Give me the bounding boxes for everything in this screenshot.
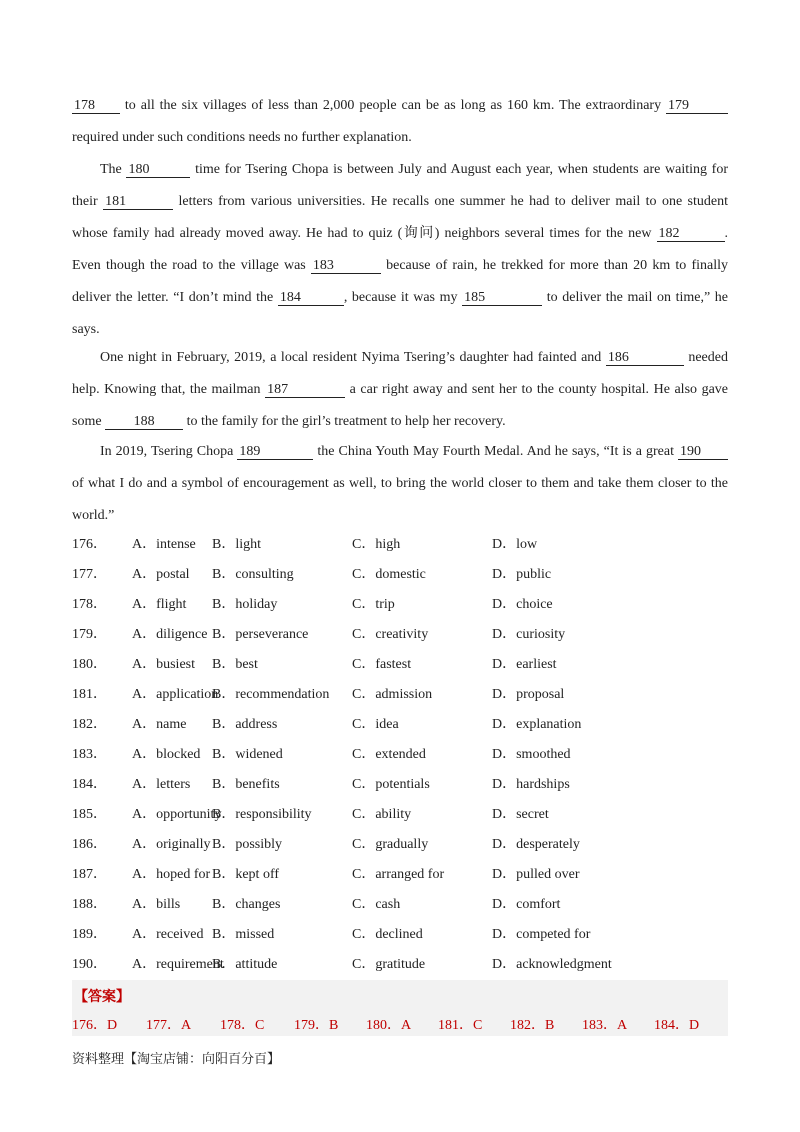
answer-item: 179．B (294, 1018, 339, 1033)
option-c: C．cash (352, 897, 401, 912)
option-c: C．trip (352, 597, 395, 612)
option-d: D．curiosity (492, 627, 566, 642)
footer-credit: 资料整理【淘宝店铺：向阳百分百】 (72, 1052, 281, 1067)
option-d: D．choice (492, 597, 553, 612)
option-a: A．application (132, 687, 219, 702)
passage-line: The 180 time for Tsering Chopa is between July and August each year, when students are waiting for (100, 162, 729, 177)
option-a: A．originally (132, 837, 211, 852)
option-c: C．gradually (352, 837, 429, 852)
passage-line: help. Knowing that, the mailman 187 a car right away and sent her to the county hospital. He also gave (72, 382, 729, 397)
blank-180: 180 (126, 162, 190, 178)
option-d: D．explanation (492, 717, 582, 732)
option-a: A．name (132, 717, 187, 732)
question-number: 184． (72, 777, 107, 792)
option-a: A．postal (132, 567, 190, 582)
answer-item: 180．A (366, 1018, 412, 1033)
passage-line: says. (72, 322, 100, 337)
question-row (72, 890, 732, 920)
passage-paragraph-3 (72, 342, 728, 438)
passage-line: world.” (72, 508, 115, 523)
question-number: 185． (72, 807, 107, 822)
option-b: B．best (212, 657, 258, 672)
question-row (72, 560, 732, 590)
question-row (72, 530, 732, 560)
option-c: C．arranged for (352, 867, 445, 882)
question-number: 186． (72, 837, 107, 852)
answer-row (72, 1014, 728, 1034)
question-row (72, 710, 732, 740)
passage-line: One night in February, 2019, a local resident Nyima Tsering’s daughter had fainted and 186 needed (100, 350, 728, 365)
option-b: B．benefits (212, 777, 280, 792)
answer-item: 177．A (146, 1018, 192, 1033)
option-b: B．consulting (212, 567, 294, 582)
option-a: A．letters (132, 777, 191, 792)
option-c: C．potentials (352, 777, 430, 792)
blank-189: 189 (237, 444, 313, 460)
passage-line: deliver the letter. “I don’t mind the 184 , because it was my 185 to deliver the mail on time,” he (72, 290, 728, 305)
blank-183: 183 (311, 258, 381, 274)
blank-179: 179 (666, 98, 728, 114)
option-d: D．low (492, 537, 538, 552)
option-c: C．high (352, 537, 401, 552)
option-c: C．gratitude (352, 957, 426, 972)
question-row (72, 680, 732, 710)
option-d: D．comfort (492, 897, 561, 912)
passage-line: whose family had already moved away. He had to quiz (询问) neighbors several times for the new 182 . (72, 226, 728, 241)
question-number: 187． (72, 867, 107, 882)
question-row (72, 950, 732, 980)
passage-paragraph-2 (72, 154, 728, 346)
question-row (72, 860, 732, 890)
option-c: C．ability (352, 807, 412, 822)
option-c: C．extended (352, 747, 426, 762)
answer-title: 【答案】 (74, 989, 130, 1005)
blank-188: 188 (105, 414, 183, 430)
question-row (72, 740, 732, 770)
option-a: A．requirement (132, 957, 224, 972)
answer-item: 181．C (438, 1018, 483, 1033)
option-b: B．possibly (212, 837, 283, 852)
option-d: D．proposal (492, 687, 565, 702)
option-c: C．domestic (352, 567, 426, 582)
option-c: C．creativity (352, 627, 429, 642)
answer-item: 182．B (510, 1018, 555, 1033)
option-d: D．pulled over (492, 867, 580, 882)
passage-line: of what I do and a symbol of encouragement as well, to bring the world closer to them and take them closer to the (72, 476, 728, 491)
question-row (72, 920, 732, 950)
option-b: B．recommendation (212, 687, 330, 702)
passage-line: 178 to all the six villages of less than 2,000 people can be as long as 160 km. The extraordinary 179 (72, 90, 728, 122)
question-number: 190． (72, 957, 107, 972)
question-options (72, 530, 732, 980)
passage-line: some 188 to the family for the girl’s treatment to help her recovery. (72, 414, 506, 429)
question-number: 176． (72, 537, 107, 552)
question-number: 177． (72, 567, 107, 582)
question-number: 189． (72, 927, 107, 942)
blank-187: 187 (265, 382, 345, 398)
option-d: D．earliest (492, 657, 557, 672)
option-c: C．fastest (352, 657, 412, 672)
option-d: D．secret (492, 807, 549, 822)
answer-item: 183．A (582, 1018, 628, 1033)
option-c: C．admission (352, 687, 433, 702)
option-d: D．desperately (492, 837, 580, 852)
option-b: B．address (212, 717, 278, 732)
question-row (72, 800, 732, 830)
option-c: C．declined (352, 927, 423, 942)
blank-178: 178 (72, 98, 120, 114)
option-a: A．blocked (132, 747, 201, 762)
option-b: B．changes (212, 897, 281, 912)
option-a: A．flight (132, 597, 187, 612)
option-b: B．light (212, 537, 262, 552)
option-a: A．opportunity (132, 807, 222, 822)
passage-paragraph-1 (72, 90, 728, 154)
passage-line: In 2019, Tsering Chopa 189 the China Youth May Fourth Medal. And he says, “It is a great 190 (72, 436, 728, 468)
question-row (72, 650, 732, 680)
option-b: B．widened (212, 747, 283, 762)
answer-item: 176．D (72, 1018, 118, 1033)
option-d: D．smoothed (492, 747, 571, 762)
question-row (72, 770, 732, 800)
question-row (72, 590, 732, 620)
option-a: A．diligence (132, 627, 208, 642)
blank-182: 182 (657, 226, 725, 242)
passage-line: their 181 letters from various universities. He recalls one summer he had to deliver mail to one student (72, 194, 728, 209)
passage-paragraph-4 (72, 436, 728, 532)
passage-line: required under such conditions needs no further explanation. (72, 130, 412, 145)
question-number: 182． (72, 717, 107, 732)
option-a: A．busiest (132, 657, 195, 672)
answer-item: 178．C (220, 1018, 265, 1033)
option-d: D．public (492, 567, 552, 582)
blank-181: 181 (103, 194, 173, 210)
blank-185: 185 (462, 290, 542, 306)
blank-184: 184 (278, 290, 344, 306)
question-number: 183． (72, 747, 107, 762)
option-c: C．idea (352, 717, 399, 732)
question-number: 180． (72, 657, 107, 672)
option-b: B．holiday (212, 597, 278, 612)
option-a: A．intense (132, 537, 196, 552)
question-number: 188． (72, 897, 107, 912)
option-b: B．attitude (212, 957, 278, 972)
option-b: B．missed (212, 927, 275, 942)
question-number: 181． (72, 687, 107, 702)
option-a: A．bills (132, 897, 181, 912)
blank-186: 186 (606, 350, 684, 366)
question-row (72, 830, 732, 860)
option-b: B．kept off (212, 867, 280, 882)
option-b: B．responsibility (212, 807, 312, 822)
question-number: 178． (72, 597, 107, 612)
passage-line: Even though the road to the village was 183 because of rain, he trekked for more than 20 km to finally (72, 258, 728, 273)
answer-item: 184．D (654, 1018, 700, 1033)
option-d: D．acknowledgment (492, 957, 612, 972)
answer-key (72, 980, 728, 1036)
option-a: A．received (132, 927, 204, 942)
option-d: D．hardships (492, 777, 570, 792)
option-a: A．hoped for (132, 867, 211, 882)
question-row (72, 620, 732, 650)
option-d: D．competed for (492, 927, 591, 942)
blank-190: 190 (678, 444, 728, 460)
option-b: B．perseverance (212, 627, 309, 642)
question-number: 179． (72, 627, 107, 642)
